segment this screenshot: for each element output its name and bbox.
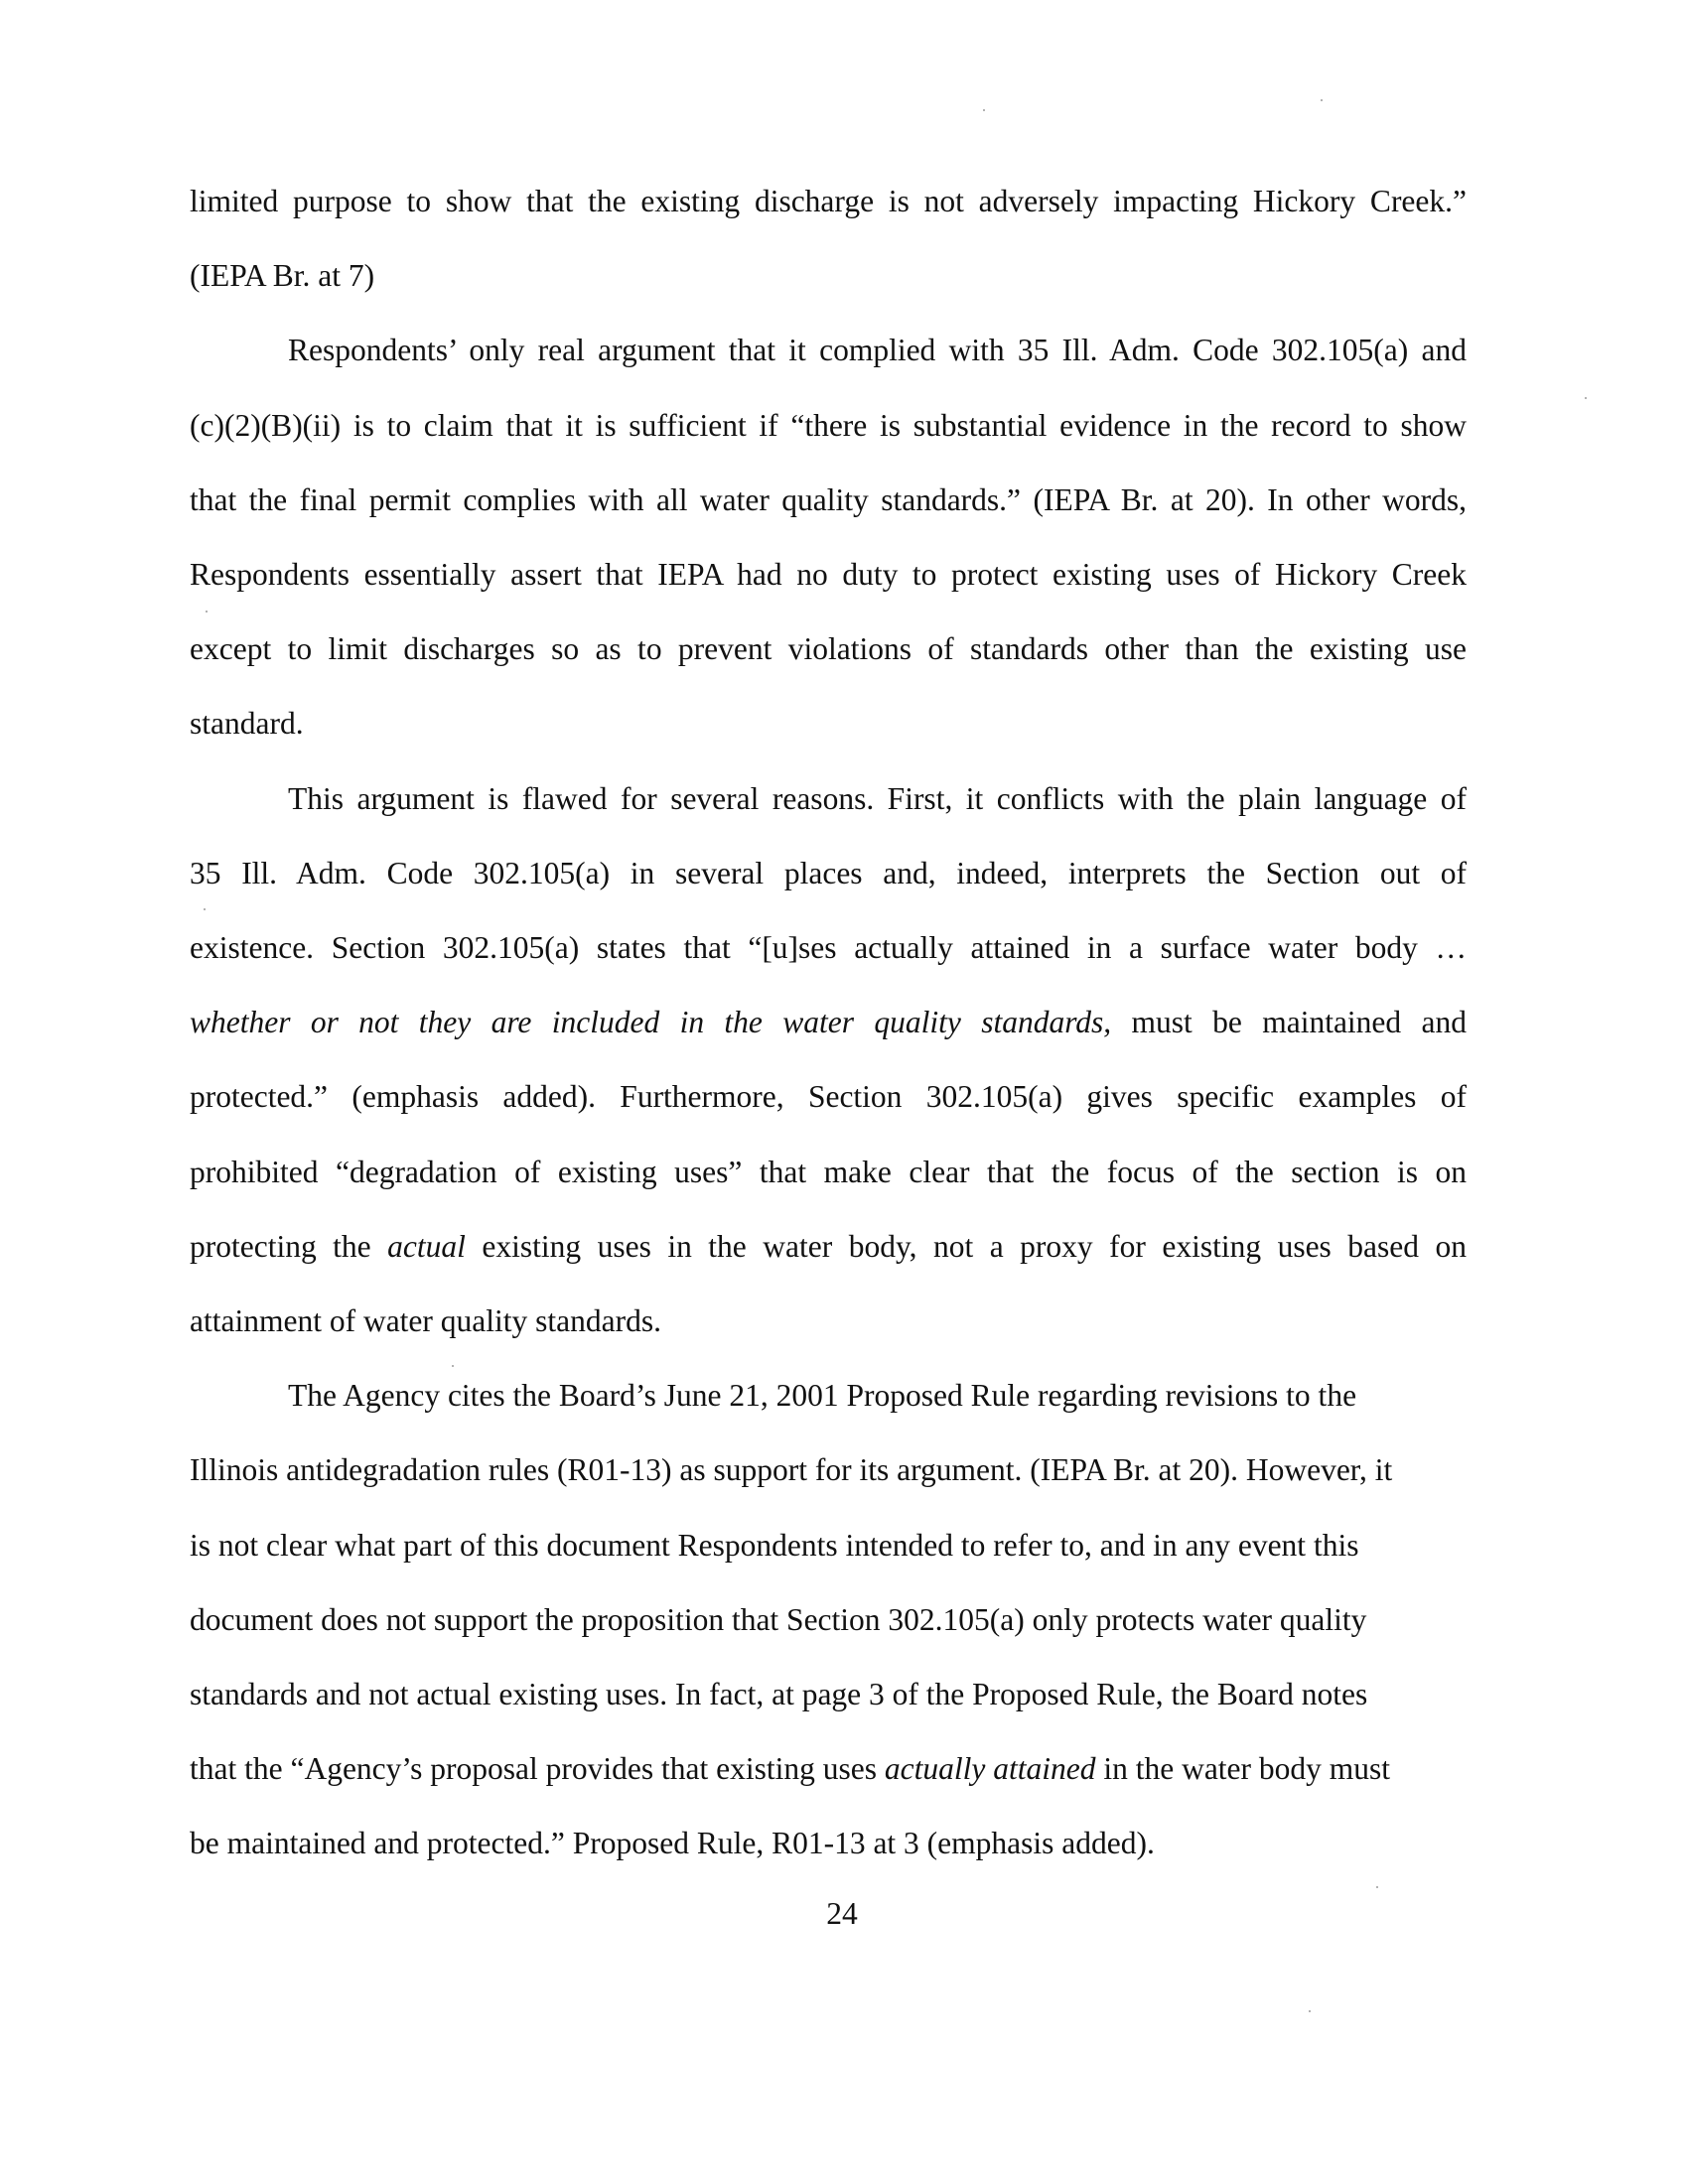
paragraph-continuation (190, 164, 1467, 313)
text-line: standards and not actual existing uses. In fact, at page 3 of the Proposed Rule, the Board notes (190, 1677, 1368, 1712)
text-line: document does not support the proposition that Section 302.105(a) only protects water quality (190, 1601, 1367, 1637)
scan-speck (1376, 1886, 1378, 1888)
scan-speck (1585, 397, 1587, 399)
text-line: Respondents’ only real argument that it complied with 35 Ill. Adm. Code 302.105(a) and (288, 333, 1467, 368)
text-line: existence. Section 302.105(a) states that “[u]ses actually attained in a surface water body … (190, 930, 1467, 966)
text-line: protected.” (emphasis added). Furthermore, Section 302.105(a) gives specific examples of (190, 1079, 1467, 1115)
text-line (190, 1209, 1467, 1284)
paragraph-agency-cites (190, 1358, 1467, 1880)
text-line: prohibited “degradation of existing uses” that make clear that the focus of the section is on (190, 1154, 1467, 1189)
text-line: (IEPA Br. at 7) (190, 258, 375, 294)
page-number: 24 (826, 1896, 858, 1931)
emphasized-text: actually attained (884, 1751, 1096, 1787)
scan-speck (452, 1365, 454, 1367)
scan-speck (1321, 99, 1323, 101)
text-line: Illinois antidegradation rules (R01-13) as support for its argument. (IEPA Br. at 20). However, it (190, 1452, 1393, 1488)
paragraph-argument-flawed (190, 761, 1467, 1359)
text-line: except to limit discharges so as to prevent violations of standards other than the existing use (190, 631, 1467, 667)
text-line: attainment of water quality standards. (190, 1303, 661, 1339)
text-line: that the final permit complies with all water quality standards.” (IEPA Br. at 20). In other words, (190, 481, 1467, 517)
emphasized-text: whether or not they are included in the water quality standards, (190, 1005, 1112, 1040)
scan-speck (206, 611, 208, 613)
document-body (190, 164, 1467, 1881)
text-fragment: that the “Agency’s proposal provides that existing uses (190, 1751, 885, 1787)
text-line (190, 1731, 1467, 1806)
scan-speck (1309, 2010, 1311, 2012)
text-fragment: protecting the (190, 1228, 388, 1264)
text-line: The Agency cites the Board’s June 21, 2001 Proposed Rule regarding revisions to the (288, 1378, 1357, 1414)
text-line (190, 985, 1467, 1059)
text-line: This argument is flawed for several reasons. First, it conflicts with the plain language of (288, 780, 1467, 816)
emphasized-text: actual (387, 1228, 466, 1264)
text-line: Respondents essentially assert that IEPA had no duty to protect existing uses of Hickory Creek (190, 557, 1467, 593)
text-fragment: in the water body must (1095, 1751, 1391, 1787)
text-fragment: must be maintained and (1111, 1005, 1467, 1040)
text-line: 35 Ill. Adm. Code 302.105(a) in several places and, indeed, interprets the Section out of (190, 855, 1467, 890)
text-line: standard. (190, 706, 304, 742)
text-line: be maintained and protected.” Proposed Rule, R01-13 at 3 (emphasis added). (190, 1826, 1155, 1861)
scan-speck (204, 908, 206, 910)
text-line: limited purpose to show that the existing discharge is not adversely impacting Hickory Creek.” (190, 184, 1467, 218)
text-line: (c)(2)(B)(ii) is to claim that it is sufficient if “there is substantial evidence in the record to show (190, 407, 1467, 443)
scan-speck (983, 109, 985, 111)
text-fragment: existing uses in the water body, not a proxy for existing uses based on (465, 1228, 1467, 1264)
paragraph-respondents-argument (190, 313, 1467, 760)
text-line: is not clear what part of this document Respondents intended to refer to, and in any event this (190, 1527, 1359, 1563)
